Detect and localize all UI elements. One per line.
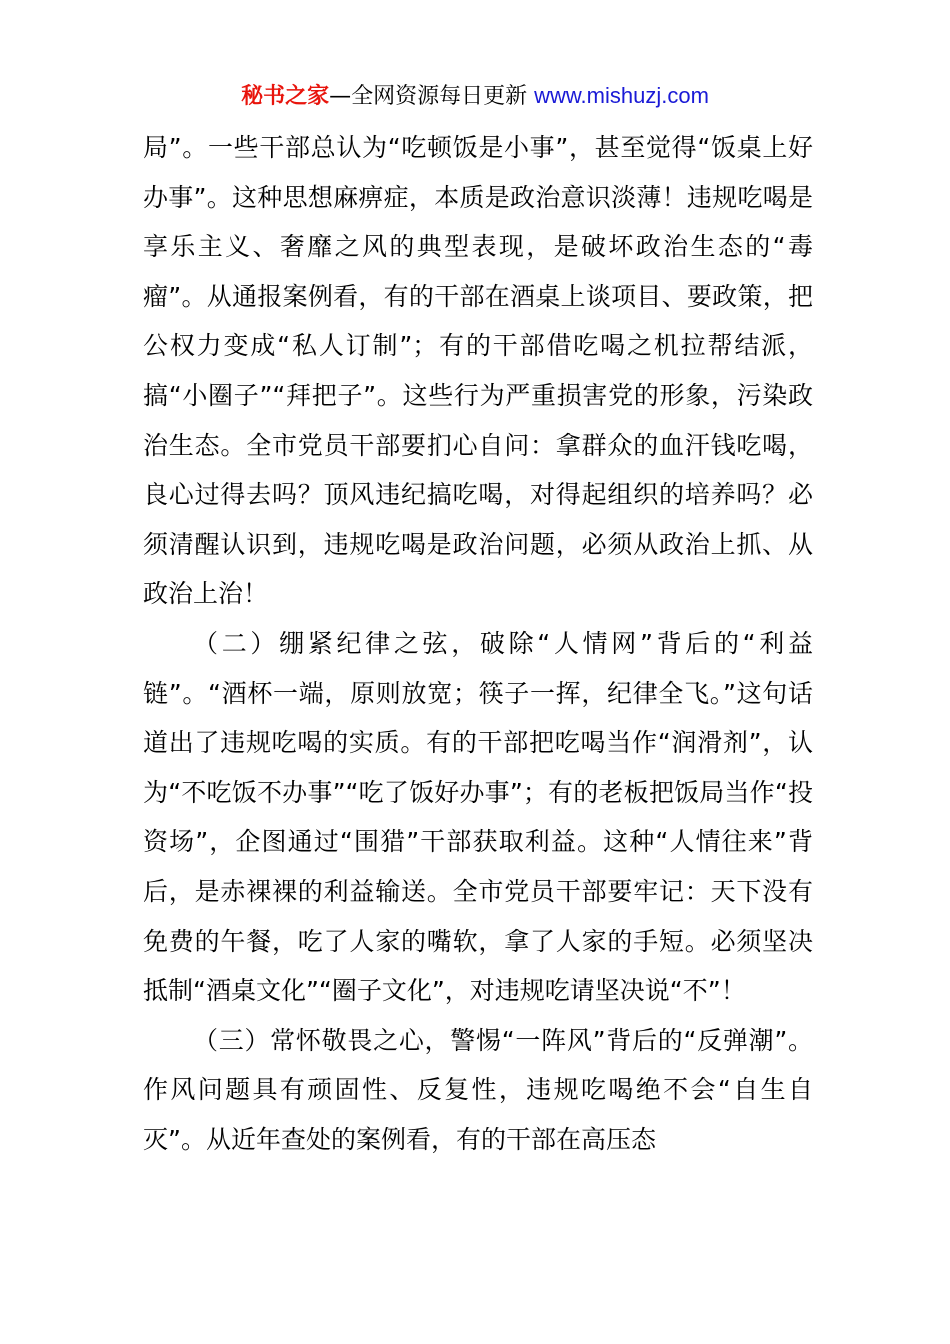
paragraph: 局”。一些干部总认为“吃顿饭是小事”，甚至觉得“饭桌上好办事”。这种思想麻痹症，本质是政治意识淡薄！违规吃喝是享乐主义、奢靡之风的典型表现，是破坏政治生态的“毒瘤”。从通报案例看，有的干部在酒桌上谈项目、要政策，把公权力变成“私人订制”；有的干部借吃喝之机拉帮结派，搞“小圈子”“拜把子”。这些行为严重损害党的形象，污染政治生态。全市党员干部要扪心自问：拿群众的血汗钱吃喝，良心过得去吗？顶风违纪搞吃喝，对得起组织的培养吗？必须清醒认识到，违规吃喝是政治问题，必须从政治上抓、从政治上治！ bbox=[143, 133, 813, 609]
page-header bbox=[0, 80, 950, 113]
header-tagline: —全网资源每日更新 bbox=[329, 84, 535, 109]
site-url-link[interactable]: www.mishuzj.com bbox=[534, 83, 709, 108]
document-body bbox=[143, 123, 813, 1164]
brand-name: 秘书之家 bbox=[241, 84, 330, 109]
paragraph: （二）绷紧纪律之弦，破除“人情网”背后的“利益链”。“酒杯一端，原则放宽；筷子一挥，纪律全飞。”这句话道出了违规吃喝的实质。有的干部把吃喝当作“润滑剂”，认为“不吃饭不办事”“吃了饭好办事”；有的老板把饭局当作“投资场”，企图通过“围猎”干部获取利益。这种“人情往来”背后，是赤裸裸的利益输送。全市党员干部要牢记：天下没有免费的午餐，吃了人家的嘴软，拿了人家的手短。必须坚决抵制“酒桌文化”“圈子文化”，对违规吃请坚决说“不”！ bbox=[143, 628, 813, 1006]
paragraph: （三）常怀敬畏之心，警惕“一阵风”背后的“反弹潮”。作风问题具有顽固性、反复性，违规吃喝绝不会“自生自灭”。从近年查处的案例看，有的干部在高压态 bbox=[143, 1025, 813, 1154]
